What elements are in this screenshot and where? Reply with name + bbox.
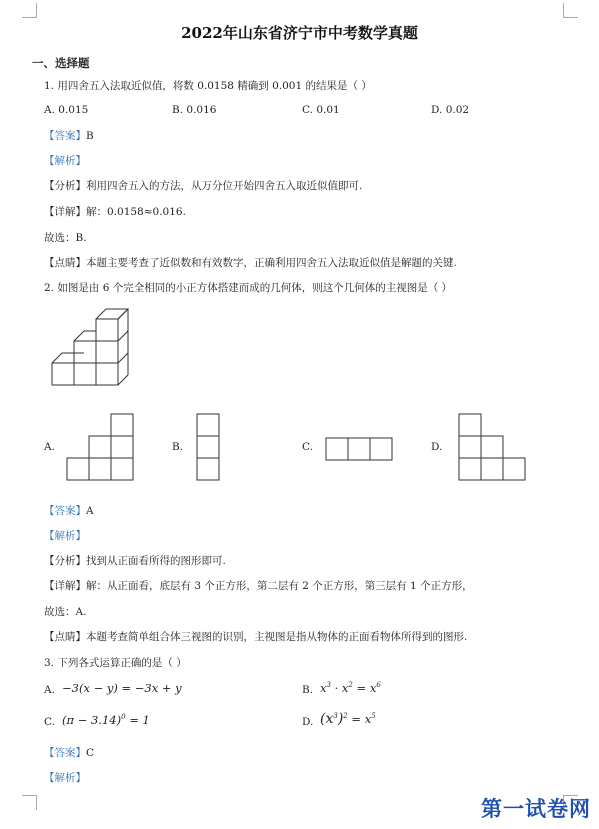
- q2-solid-figure: [50, 307, 140, 387]
- math-term: = 1: [125, 713, 150, 727]
- q3-option-b-label: B.: [302, 684, 314, 696]
- math-exponent: 3: [326, 681, 331, 690]
- q2-xiangjie: 【详解】解：从正面看，底层有 3 个正方形，第二层有 2 个正方形，第三层有 1 个正方形，: [44, 580, 473, 592]
- q1-option-c: C. 0.01: [302, 104, 340, 116]
- section-heading: 一、选择题: [32, 56, 90, 70]
- q2-answer: [44, 503, 94, 518]
- crop-mark-top-left: [22, 3, 37, 18]
- q1-dianjing: 【点睛】本题主要考查了近似数和有效数字，正确利用四舍五入法取近似值是解题的关键.: [44, 257, 457, 269]
- q2-conclusion: 故选：A.: [44, 606, 87, 618]
- math-term: = x: [352, 681, 377, 695]
- q3-option-a-label: A.: [44, 684, 55, 696]
- math-exponent: 0: [121, 713, 126, 722]
- q3-answer: [44, 745, 94, 760]
- q1-option-a: A. 0.015: [44, 104, 89, 116]
- math-exponent: 2: [343, 712, 348, 721]
- q1-xiangjie: 【详解】解：0.0158≈0.016.: [44, 206, 186, 218]
- math-exponent: 6: [376, 681, 381, 690]
- q2-option-c-label: C.: [302, 441, 313, 453]
- q1-fenxi: 【分析】利用四舍五入的方法，从万分位开始四舍五入取近似值即可.: [44, 180, 363, 192]
- math-exponent: 5: [371, 712, 376, 721]
- q2-option-d-figure: [458, 413, 528, 481]
- q3-option-b-expr: [320, 681, 381, 695]
- crop-mark-top-right: [563, 3, 578, 18]
- q2-option-a-label: A.: [44, 441, 55, 453]
- q2-dianjing: 【点睛】本题考查简单组合体三视图的识别，主视图是指从物体的正面看物体所得到的图形.: [44, 631, 468, 643]
- math-term: x: [320, 681, 327, 695]
- q2-option-b-label: B.: [172, 441, 184, 453]
- q3-option-a-expr: −3(x − y) = −3x + y: [62, 681, 182, 695]
- q1-stem: 1. 用四舍五入法取近似值，将数 0.0158 精确到 0.001 的结果是（ ）: [44, 80, 372, 92]
- crop-mark-bottom-left: [22, 795, 37, 810]
- q1-answer: [44, 128, 94, 143]
- answer-value: C: [86, 747, 95, 759]
- math-term: · x: [330, 681, 349, 695]
- q2-option-b-figure: [196, 413, 220, 481]
- q1-option-d: D. 0.02: [431, 104, 470, 116]
- q2-fenxi: 【分析】找到从正面看所得的图形即可.: [44, 555, 226, 567]
- q1-analysis-tag: 【解析】: [44, 155, 86, 167]
- math-exponent: 3: [333, 712, 338, 721]
- q3-analysis-tag: 【解析】: [44, 772, 86, 784]
- math-exponent: 2: [348, 681, 353, 690]
- answer-value: A: [86, 505, 94, 517]
- page-title: 2022年山东省济宁市中考数学真题: [181, 24, 418, 42]
- watermark-logo: 第一试卷网: [481, 797, 591, 821]
- q2-analysis-tag: 【解析】: [44, 530, 86, 542]
- q3-option-c-expr: [62, 713, 150, 727]
- q3-option-d-expr: [320, 711, 376, 727]
- math-term: = x: [347, 712, 372, 726]
- q2-option-a-figure: [66, 414, 134, 482]
- q3-option-d-label: D.: [302, 716, 314, 728]
- q3-option-c-label: C.: [44, 716, 55, 728]
- math-term: ): [337, 711, 344, 727]
- q2-stem: 2. 如图是由 6 个完全相同的小正方体搭建而成的几何体，则这个几何体的主视图是（ ）: [44, 282, 453, 294]
- answer-value: B: [86, 130, 94, 142]
- math-term: (π − 3.14): [62, 713, 122, 727]
- answer-tag: 【答案】: [44, 747, 86, 759]
- q2-option-c-figure: [325, 437, 393, 461]
- q2-option-d-label: D.: [431, 441, 443, 453]
- answer-tag: 【答案】: [44, 130, 86, 142]
- q1-conclusion: 故选：B.: [44, 232, 87, 244]
- answer-tag: 【答案】: [44, 505, 86, 517]
- q3-stem: 3. 下列各式运算正确的是（ ）: [44, 657, 187, 669]
- math-term: (x: [320, 711, 334, 727]
- q1-option-b: B. 0.016: [172, 104, 217, 116]
